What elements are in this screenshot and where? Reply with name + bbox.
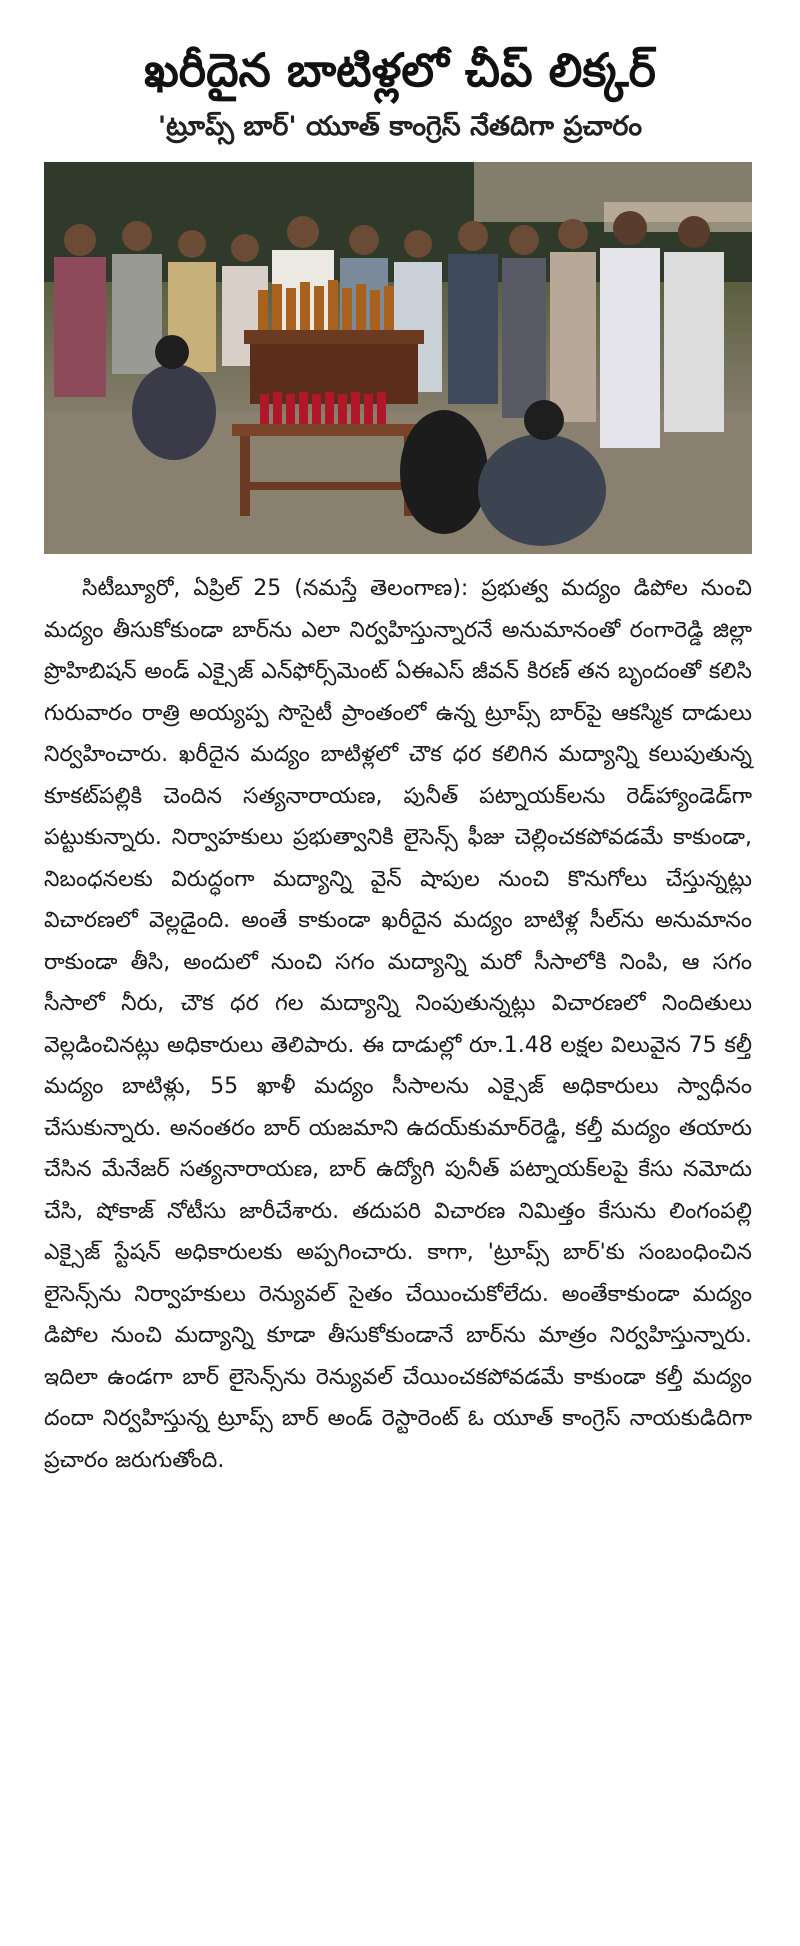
photo-black-sack	[400, 410, 488, 534]
news-photo	[44, 162, 752, 554]
news-photo-illustration	[44, 162, 752, 554]
headline: ఖరీదైన బాటిళ్లలో చీప్‌ లిక్కర్‌	[144, 42, 656, 97]
article-body: సిటీబ్యూరో, ఏప్రిల్‌ 25 (నమస్తే తెలంగాణ): ప్రభుత్వ మద్యం డిపోల నుంచి మద్యం తీసుకోకుండా బార్‌ను ఎలా నిర్వహిస్తున్నారనే అనుమానంతో రంగారెడ్డి జిల్లా ప్రొహిబిషన్‌ అండ్‌ ఎక్సైజ్‌ ఎన్‌ఫోర్స్‌మెంట్‌ ఏఈఎస్‌ జీవన్‌ కిరణ్‌ తన బృందంతో కలిసి గురువారం రాత్రి అయ్యప్ప సొసైటీ ప్రాంతంలో ఉన్న ట్రూప్స్‌ బార్‌పై ఆకస్మిక దాడులు నిర్వహించారు. ఖరీదైన మద్యం బాటిళ్లలో చౌక ధర కలిగిన మద్యాన్ని కలుపుతున్న కూకట్‌పల్లికి చెందిన సత్యనారాయణ, పునీత్‌ పట్నాయక్‌లను రెడ్‌హ్యాండెడ్‌గా పట్టుకున్నారు. నిర్వాహకులు ప్రభుత్వానికి లైసెన్స్‌ ఫీజు చెల్లించకపోవడమే కాకుండా, నిబంధనలకు విరుద్ధంగా మద్యాన్ని వైన్‌ షాపుల నుంచి కొనుగోలు చేస్తున్నట్లు విచారణలో వెల్లడైంది. అంతే కాకుండా ఖరీదైన మద్యం బాటిళ్ల సీల్‌ను అనుమానం రాకుండా తీసి, అందులో నుంచి సగం మద్యాన్ని మరో సీసాలోకి నింపి, ఆ సగం సీసాలో నీరు, చౌక ధర గల మద్యాన్ని నింపుతున్నట్లు విచారణలో నిందితులు వెల్లడించినట్లు అధికారులు తెలిపారు. ఈ దాడుల్లో రూ.1.48 లక్షల విలువైన 75 కల్తీ మద్యం బాటిళ్లు, 55 ఖాళీ మద్యం సీసాలను ఎక్సైజ్‌ అధికారులు స్వాధీనం చేసుకున్నారు. అనంతరం బార్‌ యజమాని ఉదయ్‌కుమార్‌రెడ్డి, కల్తీ మద్యం తయారు చేసిన మేనేజర్‌ సత్యనారాయణ, బార్‌ ఉద్యోగి పునీత్‌ పట్నాయక్‌లపై కేసు నమోదు చేసి, షోకాజ్‌ నోటీసు జారీచేశారు. తదుపరి విచారణ నిమిత్తం కేసును లింగంపల్లి ఎక్సైజ్‌ స్టేషన్‌ అధికారులకు అప్పగించారు. కాగా, 'ట్రూప్స్‌ బార్‌'కు సంబంధించిన లైసెన్స్‌ను నిర్వాహకులు రెన్యువల్‌ సైతం చేయించుకోలేదు. అంతేకాకుండా మద్యం డిపోల నుంచి మద్యాన్ని కూడా తీసుకోకుండానే బార్‌ను మాత్రం నిర్వహిస్తున్నారు. ఇదిలా ఉండగా బార్‌ లైసెన్స్‌ను రెన్యువల్‌ చేయించకపోవడమే కాకుండా కల్తీ మద్యం దందా నిర్వహిస్తున్న ట్రూప్స్‌ బార్‌ అండ్‌ రెస్టారెంట్‌ ఓ యూత్‌ కాంగ్రెస్‌ నాయకుడిదిగా ప్రచారం జరుగుతోంది.	[44, 576, 752, 1473]
subheadline: 'ట్రూప్స్‌ బార్‌' యూత్‌ కాంగ్రెస్‌ నేతదిగా ప్రచారం	[157, 111, 643, 143]
